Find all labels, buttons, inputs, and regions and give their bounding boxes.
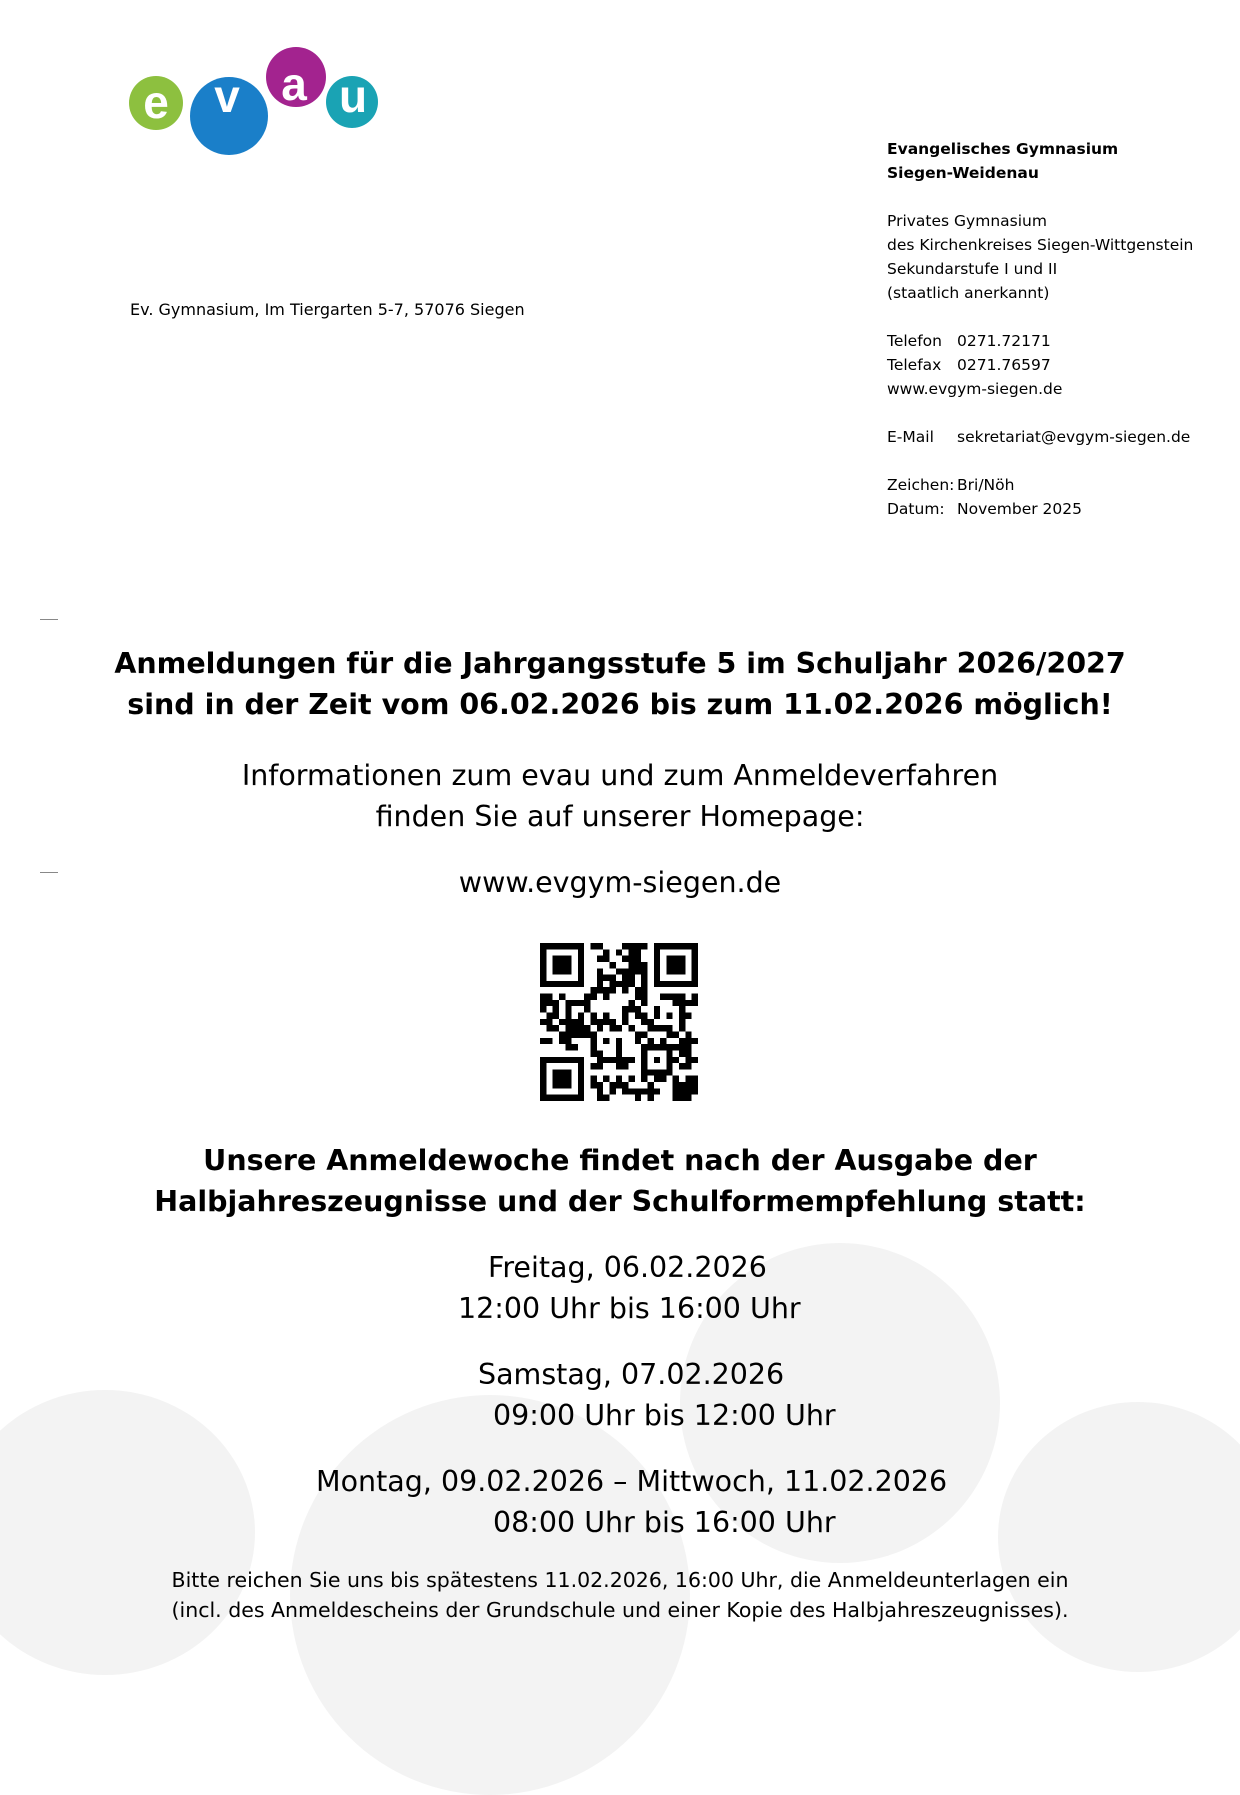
zeichen-row — [887, 473, 1232, 497]
notice-line2: (incl. des Anmeldescheins der Grundschule und einer Kopie des Halbjahreszeugnisses). — [171, 1598, 1069, 1622]
notice-text — [0, 1565, 1240, 1625]
info-line2: finden Sie auf unserer Homepage: — [375, 800, 865, 833]
datum-row — [887, 497, 1232, 521]
date-time: 08:00 Uhr bis 16:00 Uhr — [493, 1506, 836, 1539]
logo-letter-a: a — [281, 58, 307, 110]
datum-value: November 2025 — [957, 500, 1083, 518]
telefax-label: Telefax — [887, 356, 942, 374]
info-line1: Informationen zum evau und zum Anmeldeverfahren — [241, 759, 999, 792]
homepage-url[interactable]: www.evgym-siegen.de — [458, 866, 782, 899]
registration-week-heading — [0, 1140, 1240, 1222]
school-desc-line4: (staatlich anerkannt) — [887, 284, 1050, 302]
email-label: E-Mail — [887, 428, 934, 446]
telefon-row — [887, 329, 1232, 353]
headline-line1: Anmeldungen für die Jahrgangsstufe 5 im Schuljahr 2026/2027 — [114, 647, 1126, 680]
notice-line1: Bitte reichen Sie uns bis spätestens 11.02.2026, 16:00 Uhr, die Anmeldeunterlagen ein — [171, 1568, 1069, 1592]
website-link[interactable]: www.evgym-siegen.de — [887, 380, 1063, 398]
background-circle — [998, 1402, 1240, 1672]
background-circle — [0, 1390, 255, 1675]
telefax-row — [887, 353, 1232, 377]
date-time: 12:00 Uhr bis 16:00 Uhr — [458, 1292, 801, 1325]
school-desc-line2: des Kirchenkreises Siegen-Wittgenstein — [887, 236, 1194, 254]
telefon-value: 0271.72171 — [957, 332, 1051, 350]
telefax-value: 0271.76597 — [957, 356, 1051, 374]
zeichen-label: Zeichen: — [887, 476, 955, 494]
logo-letter-v: v — [214, 70, 240, 122]
qr-code[interactable] — [540, 943, 698, 1101]
week-line2: Halbjahreszeugnisse und der Schulformempfehlung statt: — [154, 1185, 1086, 1218]
school-info-block — [887, 137, 1232, 521]
evau-logo — [126, 46, 388, 156]
info-text — [0, 755, 1240, 837]
week-line1: Unsere Anmeldewoche findet nach der Ausgabe der — [203, 1144, 1037, 1177]
date-day: Freitag, 06.02.2026 — [488, 1251, 767, 1284]
sender-address-line: Ev. Gymnasium, Im Tiergarten 5-7, 57076 Siegen — [130, 300, 525, 319]
logo-letter-u: u — [338, 70, 368, 122]
fold-mark — [40, 619, 58, 620]
date-day: Samstag, 07.02.2026 — [478, 1358, 785, 1391]
zeichen-value: Bri/Nöh — [957, 476, 1015, 494]
school-name-line2: Siegen-Weidenau — [887, 164, 1039, 182]
logo-letter-e: e — [143, 76, 169, 128]
datum-label: Datum: — [887, 500, 945, 518]
school-desc-line3: Sekundarstufe I und II — [887, 260, 1058, 278]
email-row — [887, 425, 1232, 449]
headline-line2: sind in der Zeit vom 06.02.2026 bis zum 11.02.2026 möglich! — [127, 688, 1113, 721]
school-desc-line1: Privates Gymnasium — [887, 212, 1047, 230]
school-name-line1: Evangelisches Gymnasium — [887, 140, 1119, 158]
date-time: 09:00 Uhr bis 12:00 Uhr — [493, 1399, 836, 1432]
email-link[interactable]: sekretariat@evgym-siegen.de — [957, 428, 1191, 446]
headline — [0, 643, 1240, 725]
telefon-label: Telefon — [887, 332, 942, 350]
date-day: Montag, 09.02.2026 – Mittwoch, 11.02.2026 — [316, 1465, 948, 1498]
